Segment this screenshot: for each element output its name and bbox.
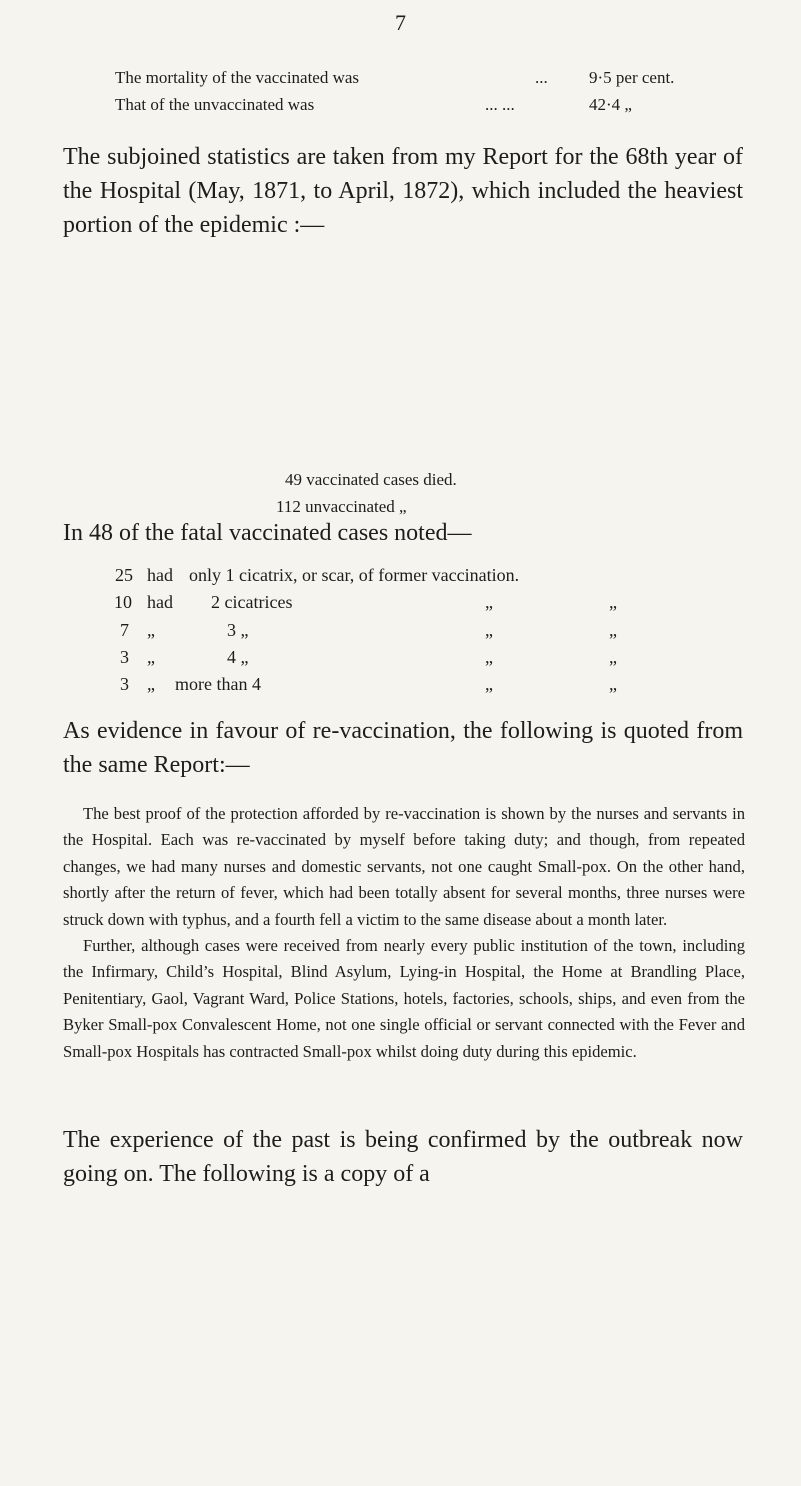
scar-description: 3 „ [227, 620, 249, 640]
mortality-value: 42·4 „ [589, 95, 632, 114]
case-count: 25 [115, 565, 133, 585]
stat-vaccinated-died: 49 vaccinated cases died. [285, 470, 457, 489]
page-number: 7 [395, 10, 406, 35]
scar-description: 4 „ [227, 647, 249, 667]
ditto-mark: „ [485, 674, 493, 694]
ditto-mark: „ [609, 674, 617, 694]
paragraph-revaccination-evidence: As evidence in favour of re-vaccination, the following is quoted from the same Report:— [63, 718, 743, 778]
mortality-label: The mortality of the vaccinated was [115, 68, 360, 87]
paragraph-current-outbreak: The experience of the past is being confirmed by the outbreak now going on. The following is a copy of a [63, 1127, 743, 1187]
had-word: had [147, 565, 173, 585]
scar-description: more than 4 [175, 674, 261, 694]
leader-dots: ... [535, 68, 548, 87]
case-count: 3 [120, 674, 129, 694]
paragraph-fatal-cases: In 48 of the fatal vaccinated cases noted— [63, 520, 472, 546]
quote-paragraph: The best proof of the protection afforded by re-vaccination is shown by the nurses and servants in the Hospital. Each was re-vaccinated by myself before taking duty; and though, from repeated changes, we had many nurses and domestic servants, not one caught Small-pox. On the other hand, shortly after the return of fever, which had been totally absent for several months, three nurses were struck down with typhus, and a fourth fell a victim to the same disease about a month later. [63, 804, 745, 929]
mortality-label: That of the unvaccinated was [115, 95, 315, 114]
paragraph-statistics-intro: The subjoined statistics are taken from my Report for the 68th year of the Hospital (May, 1871, to April, 1872), which included the heaviest portion of the epidemic :— [63, 144, 743, 238]
quote-paragraph: Further, although cases were received from nearly every public institution of the town, including the Infirmary, Child’s Hospital, Blind Asylum, Lying-in Hospital, the Home at Brandling Place, Penitentiary, Gaol, Vagrant Ward, Police Stations, hotels, factories, schools, ships, and even from the Byker Small-pox Convalescent Home, not one single official or servant connected with the Fever and Small-pox Hospitals has contracted Small-pox whilst doing duty during this epidemic. [63, 936, 745, 1061]
scar-description: only 1 cicatrix, or scar, of former vaccination. [189, 565, 520, 585]
scar-description: 2 cicatrices [211, 592, 293, 612]
ditto-mark: „ [485, 620, 493, 640]
ditto-mark: „ [485, 592, 493, 612]
case-count: 7 [120, 620, 129, 640]
had-word: had [147, 592, 173, 612]
case-count: 10 [114, 592, 132, 612]
leader-dots: ... ... [485, 95, 515, 114]
had-word: „ [147, 674, 155, 694]
had-word: „ [147, 647, 155, 667]
quoted-report [63, 801, 745, 1065]
case-count: 3 [120, 647, 129, 667]
ditto-mark: „ [485, 647, 493, 667]
ditto-mark: „ [609, 647, 617, 667]
mortality-value: 9·5 per cent. [589, 68, 675, 87]
stat-unvaccinated-died: 112 unvaccinated „ [276, 497, 407, 516]
ditto-mark: „ [609, 592, 617, 612]
ditto-mark: „ [609, 620, 617, 640]
had-word: „ [147, 620, 155, 640]
